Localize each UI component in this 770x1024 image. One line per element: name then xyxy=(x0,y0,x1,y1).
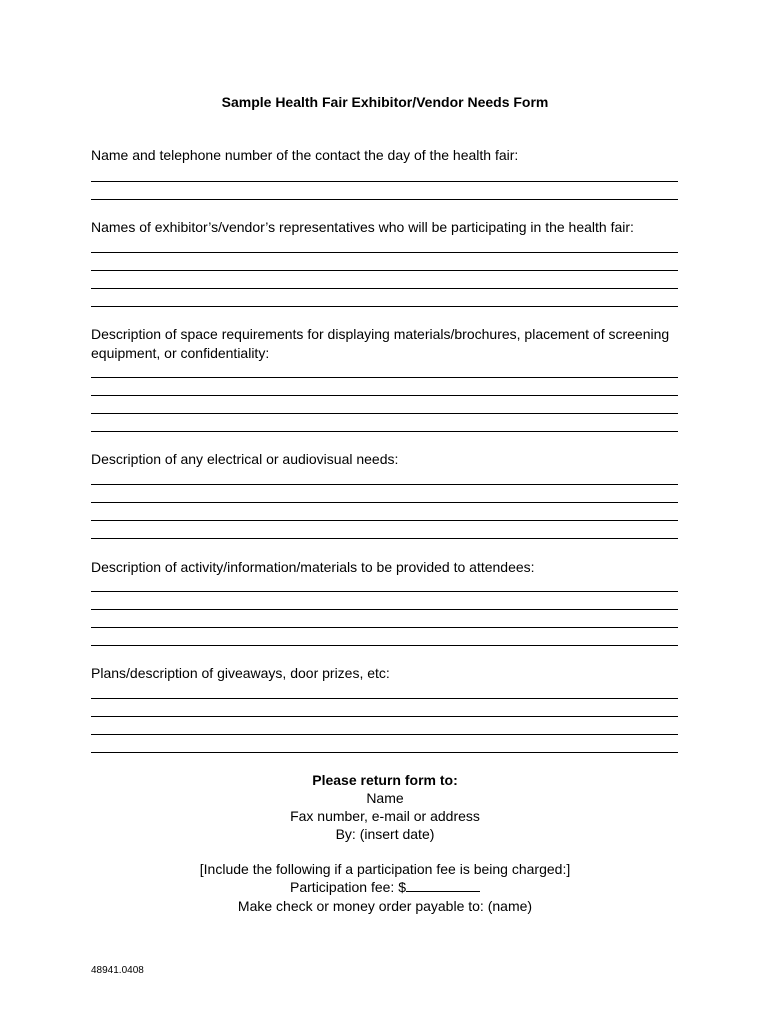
giveaways-answer-line[interactable] xyxy=(91,752,678,753)
return-name: Name xyxy=(366,790,404,806)
form-title: Sample Health Fair Exhibitor/Vendor Needs Form xyxy=(221,94,549,110)
electrical-needs-answer-line[interactable] xyxy=(91,484,678,485)
electrical-needs-answer-line[interactable] xyxy=(91,502,678,503)
space-requirements-question: Description of space requirements for displaying materials/brochures, placement of screening equipment, or confidentiality: xyxy=(91,326,670,361)
payable-to: Make check or money order payable to: (name) xyxy=(237,898,533,914)
return-heading: Please return form to: xyxy=(312,772,458,788)
participation-fee-label: Participation fee: $ xyxy=(290,879,406,895)
representatives-question: Names of exhibitor’s/vendor’s representatives who will be participating in the health fair: xyxy=(91,219,634,235)
return-contact: Fax number, e-mail or address xyxy=(290,808,480,824)
representatives-answer-line[interactable] xyxy=(91,306,678,307)
fee-note: [Include the following if a participation fee is being charged:] xyxy=(199,861,571,877)
giveaways-question: Plans/description of giveaways, door prizes, etc: xyxy=(91,665,390,681)
document-code: 48941.0408 xyxy=(91,965,144,976)
giveaways-answer-line[interactable] xyxy=(91,698,678,699)
giveaways-answer-line[interactable] xyxy=(91,734,678,735)
activity-answer-line[interactable] xyxy=(91,627,678,628)
activity-question: Description of activity/information/materials to be provided to attendees: xyxy=(91,559,535,575)
participation-fee-blank[interactable] xyxy=(406,878,480,892)
return-deadline: By: (insert date) xyxy=(335,826,435,842)
space-requirements-answer-line[interactable] xyxy=(91,395,678,396)
activity-answer-line[interactable] xyxy=(91,591,678,592)
representatives-answer-line[interactable] xyxy=(91,288,678,289)
electrical-needs-answer-line[interactable] xyxy=(91,538,678,539)
electrical-needs-answer-line[interactable] xyxy=(91,520,678,521)
space-requirements-answer-line[interactable] xyxy=(91,377,678,378)
activity-answer-line[interactable] xyxy=(91,645,678,646)
space-requirements-answer-line[interactable] xyxy=(91,431,678,432)
representatives-answer-line[interactable] xyxy=(91,270,678,271)
contact-answer-line[interactable] xyxy=(91,181,678,182)
electrical-needs-question: Description of any electrical or audiovisual needs: xyxy=(91,451,399,467)
contact-answer-line[interactable] xyxy=(91,199,678,200)
participation-fee-line xyxy=(0,878,770,896)
representatives-answer-line[interactable] xyxy=(91,252,678,253)
space-requirements-answer-line[interactable] xyxy=(91,413,678,414)
contact-question: Name and telephone number of the contact the day of the health fair: xyxy=(91,147,519,163)
activity-answer-line[interactable] xyxy=(91,609,678,610)
giveaways-answer-line[interactable] xyxy=(91,716,678,717)
